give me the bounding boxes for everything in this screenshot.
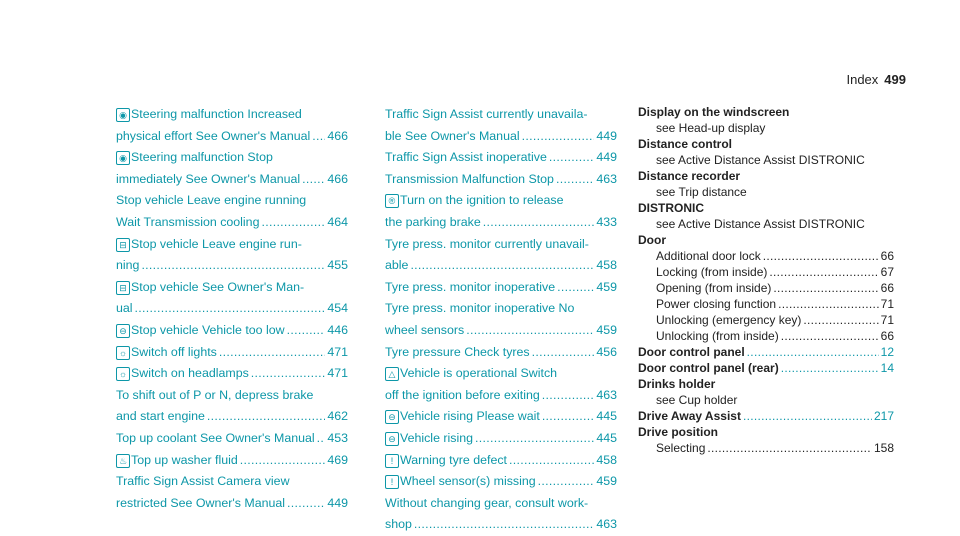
index-entry[interactable] (116, 385, 348, 428)
entry-line (385, 406, 617, 428)
entry-line (116, 169, 348, 191)
page-ref[interactable]: 471 (327, 366, 348, 381)
index-entry[interactable] (385, 190, 617, 233)
steering-icon: ◉ (116, 108, 130, 122)
page-ref[interactable]: 455 (327, 258, 348, 273)
index-term: Drive Away Assist (638, 409, 741, 423)
sub-entry[interactable] (638, 248, 894, 264)
entry-text: Warning tyre defect (400, 452, 507, 467)
entry-text: the parking brake (385, 214, 481, 229)
page-number: 499 (884, 72, 906, 87)
dot-leader (763, 248, 879, 264)
entry-text: ning (116, 258, 140, 273)
index-entry[interactable] (385, 493, 617, 536)
index-term-entry (638, 232, 894, 344)
column-2 (385, 104, 617, 536)
index-term: Door (638, 233, 666, 247)
column-3 (638, 104, 894, 456)
entry-text: Steering malfunction Stop (131, 150, 273, 165)
entry-text: Traffic Sign Assist Camera view (116, 474, 290, 489)
entry-line (116, 385, 348, 407)
sub-entry-text: Additional door lock (656, 249, 761, 263)
entry-text: Traffic Sign Assist inoperative (385, 150, 547, 165)
index-entry[interactable] (385, 147, 617, 169)
entry-line (385, 104, 617, 126)
page-ref[interactable]: 67 (880, 265, 894, 279)
page-ref[interactable]: 466 (327, 171, 348, 186)
ignition-icon: ® (385, 194, 399, 208)
dot-leader (522, 126, 595, 148)
entry-text: and start engine (116, 409, 205, 424)
entry-line (385, 320, 617, 342)
dot-leader (803, 312, 878, 328)
page-ref[interactable]: 456 (596, 344, 617, 359)
light-icon: ☼ (116, 367, 130, 381)
entry-text: Stop vehicle Leave engine running (116, 193, 307, 208)
entry-text: ble See Owner's Manual (385, 128, 520, 143)
warning-triangle-icon: △ (385, 367, 399, 381)
term-line (638, 376, 894, 392)
index-entry[interactable] (385, 363, 617, 406)
index-term-entry (638, 168, 894, 200)
page-ref[interactable]: 158 (873, 441, 894, 455)
entry-line (116, 277, 348, 299)
entry-text: Tyre press. monitor currently unavail- (385, 236, 589, 251)
vehicle-level-icon: ⊖ (116, 324, 130, 338)
entry-text: Wheel sensor(s) missing (400, 474, 536, 489)
dot-leader (509, 450, 594, 472)
entry-text: off the ignition before exiting (385, 387, 540, 402)
dot-leader (743, 408, 872, 424)
tyre-warning-icon: ! (385, 454, 399, 468)
entry-line (385, 471, 617, 493)
term-line (638, 360, 894, 376)
page-ref[interactable]: 453 (327, 430, 348, 445)
dot-leader (466, 320, 594, 342)
index-entry[interactable] (116, 428, 348, 450)
steering-icon: ◉ (116, 151, 130, 165)
entry-line (385, 493, 617, 515)
entry-line (116, 104, 348, 126)
entry-line (116, 212, 348, 234)
entry-line (385, 126, 617, 148)
term-line (638, 104, 894, 120)
index-term: Door control panel (rear) (638, 361, 779, 375)
page-ref[interactable]: 454 (327, 301, 348, 316)
entry-line (116, 298, 348, 320)
page-header (846, 72, 906, 87)
entry-line (116, 126, 348, 148)
entry-line (116, 147, 348, 169)
entry-line (385, 385, 617, 407)
entry-line (385, 363, 617, 385)
index-entry[interactable] (385, 450, 617, 472)
sub-entry[interactable] (638, 264, 894, 280)
term-line (638, 136, 894, 152)
entry-line (116, 320, 348, 342)
page-ref[interactable]: 12 (880, 345, 894, 359)
sub-entry (638, 120, 894, 136)
entry-line (116, 471, 348, 493)
entry-text: able (385, 258, 409, 273)
page-ref[interactable]: 71 (880, 313, 894, 327)
page-ref[interactable]: 463 (596, 171, 617, 186)
dot-leader (557, 277, 594, 299)
term-line (638, 408, 894, 424)
index-term-entry (638, 136, 894, 168)
dot-leader (240, 450, 326, 472)
column-1 (116, 104, 348, 514)
page-ref[interactable]: 14 (880, 361, 894, 375)
sub-entry (638, 216, 894, 232)
page-ref[interactable]: 469 (327, 452, 348, 467)
entry-text: Turn on the ignition to release (400, 193, 564, 208)
index-entry[interactable] (116, 450, 348, 472)
entry-text: restricted See Owner's Manual (116, 495, 286, 510)
sub-entry[interactable] (638, 312, 894, 328)
page-ref[interactable]: 66 (880, 249, 894, 263)
sub-entry (638, 152, 894, 168)
dot-leader (556, 169, 594, 191)
page-ref[interactable]: 464 (327, 214, 348, 229)
page-ref[interactable]: 71 (880, 297, 894, 311)
index-entry[interactable] (385, 277, 617, 299)
entry-line (116, 428, 348, 450)
term-line (638, 232, 894, 248)
page-ref[interactable]: 471 (327, 344, 348, 359)
index-entry[interactable] (385, 406, 617, 428)
entry-text: immediately See Owner's Manual (116, 171, 301, 186)
entry-text: Vehicle is operational Switch (400, 366, 558, 381)
entry-text: Steering malfunction Increased (131, 107, 302, 121)
index-entry[interactable] (116, 147, 348, 190)
dot-leader (251, 363, 326, 385)
index-entry[interactable] (385, 471, 617, 493)
index-term: Door control panel (638, 345, 745, 359)
entry-text: ual (116, 301, 133, 316)
washer-fluid-icon: ♨ (116, 454, 130, 468)
term-line (638, 200, 894, 216)
dot-leader (219, 342, 325, 364)
index-entry[interactable] (116, 320, 348, 342)
entry-text: physical effort See Owner's Manual (116, 128, 311, 143)
term-line (638, 424, 894, 440)
entry-text: Vehicle rising (400, 430, 474, 445)
page-ref[interactable]: 449 (596, 150, 617, 165)
entry-text: Stop vehicle See Owner's Man- (131, 279, 305, 294)
entry-line (385, 147, 617, 169)
page-ref[interactable]: 446 (327, 322, 348, 337)
entry-line (116, 342, 348, 364)
page-ref[interactable]: 458 (596, 258, 617, 273)
dot-leader (410, 255, 594, 277)
sub-entry-text: see Trip distance (656, 185, 747, 199)
index-term: Drinks holder (638, 377, 716, 391)
dot-leader (542, 385, 595, 407)
index-entry[interactable] (116, 471, 348, 514)
entry-line (385, 190, 617, 212)
index-entry[interactable] (385, 298, 617, 341)
index-label: Index (846, 72, 879, 87)
sub-entry-text: see Active Distance Assist DISTRONIC (656, 153, 865, 167)
entry-line (385, 255, 617, 277)
entry-text: Top up washer fluid (131, 452, 238, 467)
page-ref[interactable]: 463 (596, 387, 617, 402)
entry-line (116, 190, 348, 212)
index-entry[interactable] (116, 234, 348, 277)
sub-entry-text: Locking (from inside) (656, 265, 768, 279)
dot-leader (549, 147, 594, 169)
entry-text: Stop vehicle Vehicle too low (131, 322, 285, 337)
sub-entry-text: Opening (from inside) (656, 281, 772, 295)
entry-text: To shift out of P or N, depress brake (116, 387, 314, 402)
dot-leader (135, 298, 326, 320)
entry-line (385, 277, 617, 299)
page-ref[interactable]: 458 (596, 452, 617, 467)
index-entry[interactable] (385, 104, 617, 147)
entry-text: Without changing gear, consult work- (385, 495, 589, 510)
entry-line (116, 406, 348, 428)
index-entry[interactable] (116, 277, 348, 320)
entry-line (385, 428, 617, 450)
entry-text: Vehicle rising Please wait (400, 409, 540, 424)
dot-leader (302, 169, 325, 191)
index-term-entry (638, 376, 894, 408)
index-term-entry (638, 424, 894, 456)
dot-leader (542, 406, 595, 428)
dot-leader (707, 440, 872, 456)
light-icon: ☼ (116, 346, 130, 360)
index-entry[interactable] (385, 234, 617, 277)
dot-leader (781, 328, 879, 344)
sub-entry-text: see Active Distance Assist DISTRONIC (656, 217, 865, 231)
entry-text: Stop vehicle Leave engine run- (131, 236, 302, 251)
dot-leader (538, 471, 595, 493)
entry-line (116, 493, 348, 515)
page-ref[interactable]: 459 (596, 474, 617, 489)
page-ref[interactable]: 463 (596, 517, 617, 532)
term-line (638, 344, 894, 360)
dot-leader (317, 428, 326, 450)
entry-text: Tyre press. monitor inoperative No (385, 301, 575, 316)
entry-text: Traffic Sign Assist currently unavaila- (385, 107, 588, 121)
sub-entry-text: Selecting (656, 441, 706, 455)
index-term: Distance control (638, 137, 733, 151)
page-ref[interactable]: 449 (596, 128, 617, 143)
dot-leader (773, 280, 878, 296)
dot-leader (769, 264, 878, 280)
index-entry[interactable] (385, 428, 617, 450)
dot-leader (483, 212, 595, 234)
vehicle-level-icon: ⊖ (385, 410, 399, 424)
dot-leader (781, 360, 879, 376)
index-term: Display on the windscreen (638, 105, 790, 119)
index-entry[interactable] (385, 342, 617, 364)
sub-entry-text: Unlocking (from inside) (656, 329, 779, 343)
dot-leader (261, 212, 325, 234)
transmission-icon: ⊟ (116, 281, 130, 295)
page-ref[interactable]: 445 (596, 409, 617, 424)
tyre-warning-icon: ! (385, 475, 399, 489)
sub-entry[interactable] (638, 296, 894, 312)
page-ref[interactable]: 459 (596, 322, 617, 337)
sub-entry-text: see Cup holder (656, 393, 738, 407)
entry-text: Switch off lights (131, 344, 217, 359)
transmission-icon: ⊟ (116, 238, 130, 252)
entry-line (116, 234, 348, 256)
dot-leader (141, 255, 325, 277)
index-term: Distance recorder (638, 169, 741, 183)
term-line (638, 168, 894, 184)
page-ref[interactable]: 445 (596, 430, 617, 445)
sub-entry-text: see Head-up display (656, 121, 766, 135)
entry-line (116, 363, 348, 385)
page-ref[interactable]: 66 (880, 329, 894, 343)
sub-entry[interactable] (638, 328, 894, 344)
dot-leader (312, 126, 325, 148)
entry-line (385, 169, 617, 191)
index-term-entry (638, 104, 894, 136)
index-entry[interactable] (116, 363, 348, 385)
vehicle-level-icon: ⊖ (385, 432, 399, 446)
dot-leader (747, 344, 879, 360)
entry-text: Tyre pressure Check tyres (385, 344, 530, 359)
entry-text: Transmission Malfunction Stop (385, 171, 554, 186)
sub-entry[interactable] (638, 440, 894, 456)
entry-text: wheel sensors (385, 322, 465, 337)
dot-leader (207, 406, 325, 428)
sub-entry[interactable] (638, 280, 894, 296)
page-ref[interactable]: 466 (327, 128, 348, 143)
page-ref[interactable]: 66 (880, 281, 894, 295)
entry-line (385, 298, 617, 320)
sub-entry-text: Power closing function (656, 297, 777, 311)
entry-line (385, 234, 617, 256)
entry-text: Tyre press. monitor inoperative (385, 279, 556, 294)
entry-line (385, 450, 617, 472)
entry-text: Wait Transmission cooling (116, 214, 260, 229)
sub-entry (638, 392, 894, 408)
index-term-entry (638, 360, 894, 376)
page-ref[interactable]: 462 (327, 409, 348, 424)
entry-text: Top up coolant See Owner's Manual (116, 430, 315, 445)
page-ref[interactable]: 217 (873, 409, 894, 423)
dot-leader (287, 493, 325, 515)
entry-text: Switch on headlamps (131, 366, 249, 381)
index-term-entry (638, 344, 894, 360)
index-entry[interactable] (116, 190, 348, 233)
page-ref[interactable]: 433 (596, 214, 617, 229)
index-entry[interactable] (116, 104, 348, 147)
page-ref[interactable]: 459 (596, 279, 617, 294)
dot-leader (532, 342, 595, 364)
index-term-entry (638, 408, 894, 424)
index-entry[interactable] (116, 342, 348, 364)
index-term-entry (638, 200, 894, 232)
entry-line (116, 255, 348, 277)
sub-entry-text: Unlocking (emergency key) (656, 313, 802, 327)
entry-line (116, 450, 348, 472)
dot-leader (778, 296, 879, 312)
dot-leader (475, 428, 594, 450)
entry-line (385, 212, 617, 234)
dot-leader (287, 320, 326, 342)
sub-entry (638, 184, 894, 200)
page-ref[interactable]: 449 (327, 495, 348, 510)
entry-text: shop (385, 517, 412, 532)
index-term: Drive position (638, 425, 719, 439)
index-entry[interactable] (385, 169, 617, 191)
index-term: DISTRONIC (638, 201, 704, 215)
entry-line (385, 342, 617, 364)
